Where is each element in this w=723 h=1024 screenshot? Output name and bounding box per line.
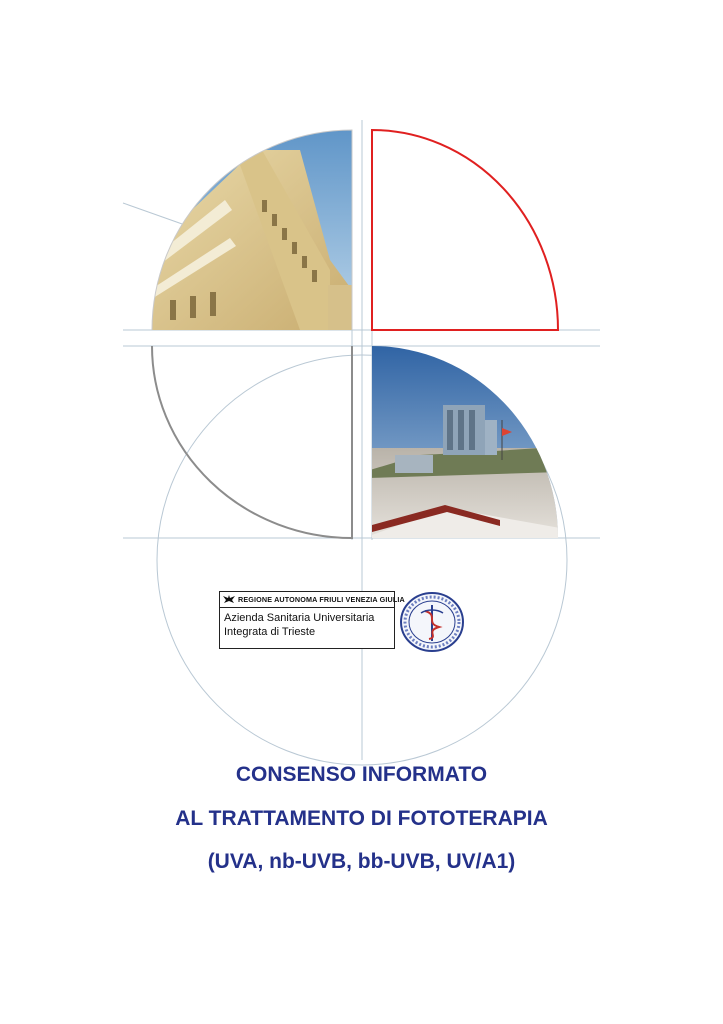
organization-name-line2: Integrata di Trieste [224, 626, 316, 638]
medical-seal-icon [399, 591, 465, 653]
red-arc [372, 130, 558, 330]
document-title-line2: AL TRATTAMENTO DI FOTOTERAPIA [175, 807, 548, 830]
document-title-line1: CONSENSO INFORMATO [235, 763, 488, 786]
hospital-photo [370, 344, 562, 540]
document-title-line3: (UVA, nb-UVB, bb-UVB, UV/A1) [207, 850, 516, 873]
gray-arc [152, 346, 352, 538]
logo-header [220, 592, 405, 608]
organization-logo [219, 591, 405, 649]
organization-name-line1: Azienda Sanitaria Universitaria [224, 612, 375, 624]
building-photo [150, 128, 354, 332]
region-name: REGIONE AUTONOMA FRIULI VENEZIA GIULIA [238, 595, 405, 604]
eagle-icon [222, 593, 236, 606]
